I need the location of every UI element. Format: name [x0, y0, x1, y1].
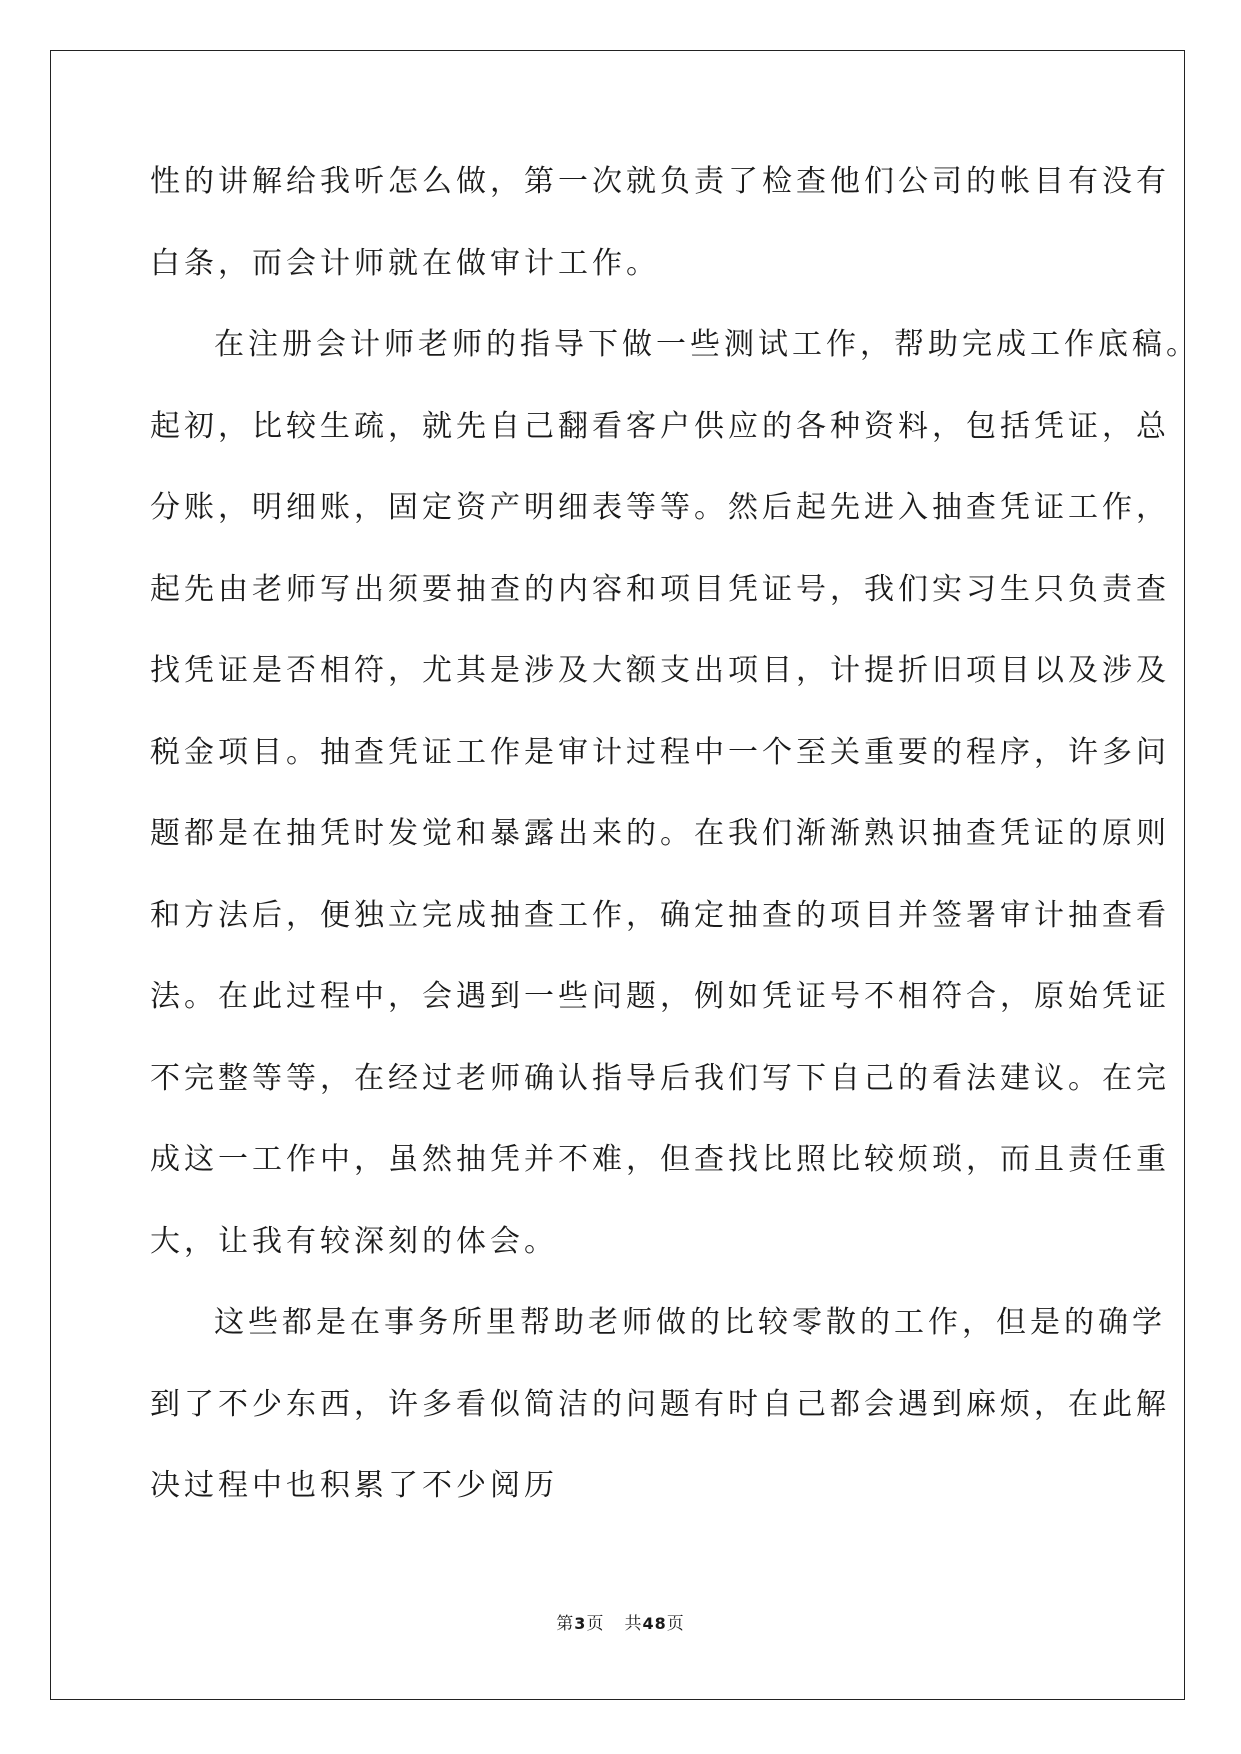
page-number: 3	[574, 1614, 587, 1633]
text-line: 起初，比较生疏，就先自己翻看客户供应的各种资料，包括凭证，总	[150, 408, 1170, 444]
text-line: 税金项目。抽查凭证工作是审计过程中一个至关重要的程序，许多问	[150, 734, 1170, 770]
paragraph-start-line: 在注册会计师老师的指导下做一些测试工作，帮助完成工作底稿。	[214, 327, 1200, 362]
text-line: 分账，明细账，固定资产明细表等等。然后起先进入抽查凭证工作，	[150, 490, 1170, 525]
text-line: 成这一工作中，虽然抽凭并不难，但查找比照比较烦琐，而且责任重	[150, 1142, 1170, 1177]
total-prefix: 共	[624, 1614, 643, 1634]
text-line: 大，让我有较深刻的体会。	[150, 1223, 558, 1259]
text-line: 题都是在抽凭时发觉和暴露出来的。在我们渐渐熟识抽查凭证的原则	[150, 816, 1170, 851]
text-line: 性的讲解给我听怎么做，第一次就负责了检查他们公司的帐目有没有	[150, 164, 1170, 199]
total-pages: 48	[642, 1614, 667, 1633]
page-suffix: 页	[586, 1614, 605, 1634]
text-line: 决过程中也积累了不少阅历	[150, 1468, 558, 1503]
paragraph-start-line: 这些都是在事务所里帮助老师做的比较零散的工作，但是的确学	[214, 1305, 1166, 1340]
text-line: 白条，而会计师就在做审计工作。	[150, 245, 660, 281]
text-line: 不完整等等，在经过老师确认指导后我们写下自己的看法建议。在完	[150, 1060, 1170, 1096]
text-line: 起先由老师写出须要抽查的内容和项目凭证号，我们实习生只负责查	[150, 571, 1170, 607]
text-line: 找凭证是否相符，尤其是涉及大额支出项目，计提折旧项目以及涉及	[150, 653, 1170, 688]
document-body	[150, 162, 1200, 1548]
total-suffix: 页	[666, 1614, 685, 1634]
page-prefix: 第	[556, 1614, 575, 1634]
text-line: 法。在此过程中，会遇到一些问题，例如凭证号不相符合，原始凭证	[150, 979, 1170, 1014]
text-line: 和方法后，便独立完成抽查工作，确定抽查的项目并签署审计抽查看	[150, 897, 1170, 933]
page-footer	[0, 1612, 1241, 1636]
text-line: 到了不少东西，许多看似简洁的问题有时自己都会遇到麻烦，在此解	[150, 1386, 1170, 1422]
